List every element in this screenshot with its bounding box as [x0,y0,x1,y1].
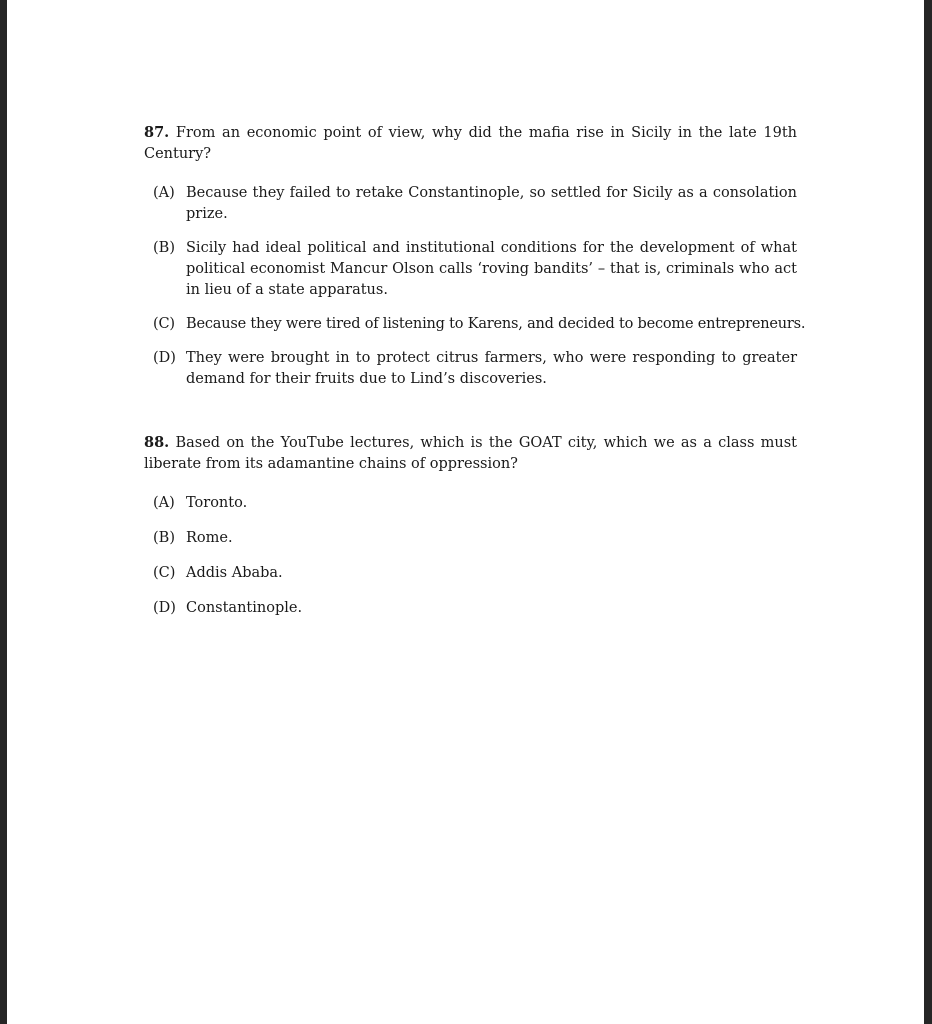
answer-options [144,493,797,619]
option-letter: (D) [153,600,176,616]
option-text: Addis Ababa. [186,565,283,581]
question-88 [144,432,797,633]
question-text: From an economic point of view, why did the mafia rise in Sicily in the late 19th Century? [144,125,798,162]
option-text: Toronto. [186,495,248,511]
answer-options [144,183,806,390]
option-text: Sicily had ideal political and institutional conditions for the development of what political economist Mancur Olson calls ‘roving bandits’ – that is, criminals who act in lieu of a state apparatus. [186,240,797,298]
option-letter: (B) [153,240,175,256]
option-text: Rome. [186,530,233,546]
option-text: Because they were tired of listening to Karens, and decided to become entrepreneurs. [186,316,806,332]
option-text: They were brought in to protect citrus farmers, who were responding to greater demand for their fruits due to Lind’s discoveries. [186,350,797,387]
question-87 [144,122,806,403]
option-letter: (C) [153,565,176,581]
answer-option-c [144,314,806,335]
question-number: 87. [144,124,170,141]
option-letter: (C) [153,316,175,332]
question-stem [144,432,797,475]
document-page [7,0,924,1024]
answer-option-d [144,348,797,390]
option-text: Because they failed to retake Constantinople, so settled for Sicily as a consolation prize. [186,185,797,222]
option-letter: (D) [153,350,176,366]
option-letter: (A) [153,495,175,511]
answer-option-d [144,598,797,619]
question-stem [144,122,797,165]
answer-option-c [144,563,797,584]
answer-option-b [144,528,797,549]
answer-option-b [144,238,797,301]
question-text: Based on the YouTube lectures, which is the GOAT city, which we as a class must liberate from its adamantine chains of oppression? [144,435,798,472]
option-letter: (A) [153,185,175,201]
answer-option-a [144,183,797,225]
option-text: Constantinople. [186,600,303,616]
answer-option-a [144,493,797,514]
question-number: 88. [144,434,170,451]
option-letter: (B) [153,530,175,546]
